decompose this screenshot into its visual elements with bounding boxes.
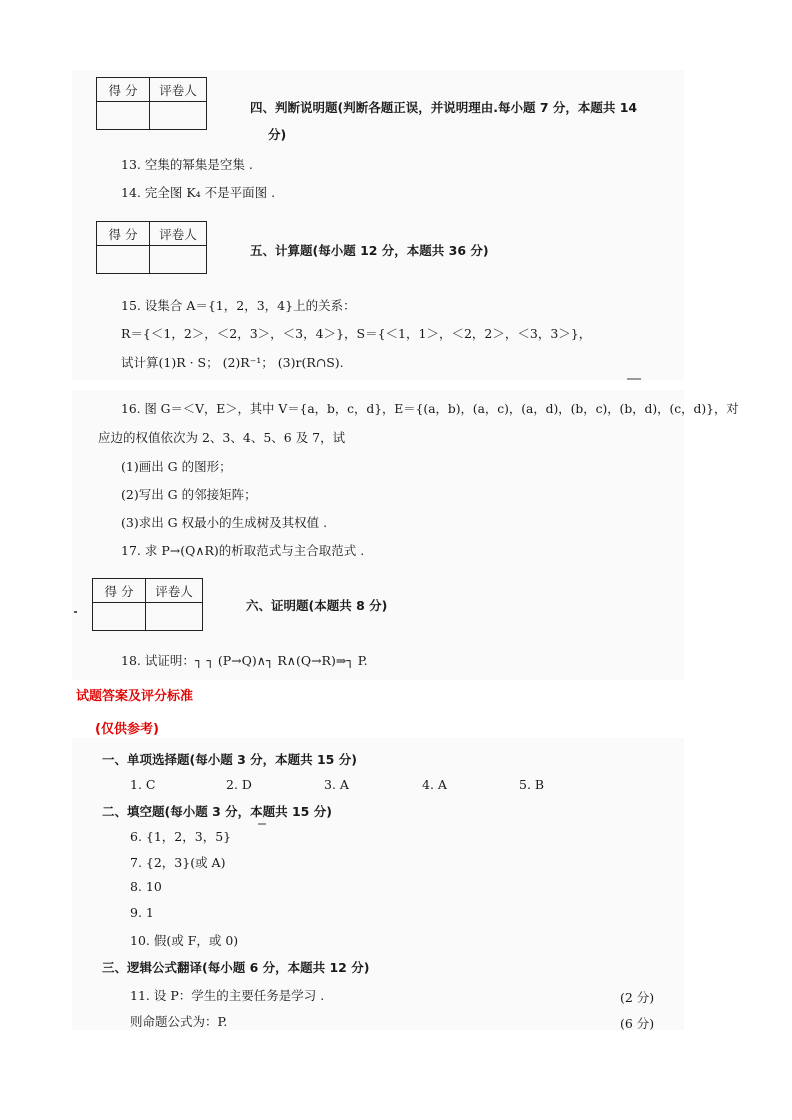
- answer-11-score1: (2 分): [620, 990, 655, 1005]
- answer-item: 3. A: [324, 777, 349, 792]
- grader-input-cell: [150, 102, 207, 130]
- grader-header-cell: 评卷人: [150, 222, 207, 246]
- score-header-cell: 得 分: [93, 579, 146, 603]
- score-header-cell: 得 分: [97, 78, 150, 102]
- question-13: 13. 空集的幂集是空集 .: [121, 157, 253, 172]
- answers-heading: 试题答案及评分标准: [76, 689, 194, 704]
- question-15-line1: 15. 设集合 A＝{1，2，3，4}上的关系：: [121, 298, 356, 313]
- answer-11-line1: 11. 设 P：学生的主要任务是学习 .: [130, 988, 325, 1003]
- answer-item: 9. 1: [130, 905, 154, 920]
- answer-item: 4. A: [422, 777, 447, 792]
- question-16-line1: 16. 图 G＝＜V，E＞，其中 V＝{a，b，c，d}，E＝{(a，b)，(a，c)，(a，d)，(b，c)，(b，d)，(c，d)}，对: [121, 402, 739, 416]
- grader-input-cell: [146, 603, 203, 631]
- scan-mark: [627, 378, 641, 380]
- question-14: 14. 完全图 K₄ 不是平面图 .: [121, 185, 276, 200]
- answer-item: 10. 假(或 F，或 0): [130, 933, 239, 948]
- answer-item: 8. 10: [130, 879, 162, 894]
- question-15-line2: R＝{＜1，2＞，＜2，3＞，＜3，4＞}，S＝{＜1，1＞，＜2，2＞，＜3，3＞}，: [121, 326, 592, 341]
- question-17: 17. 求 P→(Q∧R)的析取范式与主合取范式 .: [121, 543, 365, 558]
- answers-part3-title: 三、逻辑公式翻译(每小题 6 分，本题共 12 分): [102, 960, 370, 975]
- answer-item: 7. {2，3}(或 A): [130, 855, 226, 870]
- grader-header-cell: 评卷人: [146, 579, 203, 603]
- section5-title: 五、计算题(每小题 12 分，本题共 36 分): [250, 243, 489, 258]
- answer-item: 6. {1，2，3，5}: [130, 829, 232, 844]
- grader-header-cell: 评卷人: [150, 78, 207, 102]
- score-header-cell: 得 分: [97, 222, 150, 246]
- score-table-section4: [96, 77, 207, 130]
- answers-note: (仅供参考): [95, 722, 159, 737]
- question-16-line2: 应边的权值依次为 2、3、4、5、6 及 7，试: [98, 430, 346, 445]
- scan-mark: [258, 823, 266, 825]
- answer-11-score2: (6 分): [620, 1016, 655, 1031]
- question-18: 18. 试证明：┐ ┐ (P→Q)∧┐ R∧(Q→R)⇒┐ P.: [121, 653, 368, 668]
- answer-item: 1. C: [130, 777, 156, 792]
- question-16-sub1: (1)画出 G 的图形；: [121, 459, 232, 474]
- answer-item: 5. B: [519, 777, 545, 792]
- section4-title-line2: 分): [268, 127, 287, 142]
- question-16-sub3: (3)求出 G 权最小的生成树及其权值 .: [121, 515, 328, 530]
- section6-title: 六、证明题(本题共 8 分): [246, 598, 388, 613]
- scan-speck: [74, 611, 77, 613]
- answers-part1-title: 一、单项选择题(每小题 3 分，本题共 15 分): [102, 752, 357, 767]
- score-table-section5: [96, 221, 207, 274]
- answers-part2-title: 二、填空题(每小题 3 分，本题共 15 分): [102, 804, 332, 819]
- answer-11-line2: 则命题公式为：P.: [130, 1014, 228, 1029]
- score-input-cell: [97, 246, 150, 274]
- question-15-line3: 试计算(1)R · S； (2)R⁻¹； (3)r(R∩S).: [121, 355, 344, 370]
- grader-input-cell: [150, 246, 207, 274]
- score-table-section6: [92, 578, 203, 631]
- section4-title-line1: 四、判断说明题(判断各题正误，并说明理由.每小题 7 分，本题共 14: [250, 100, 638, 115]
- score-input-cell: [93, 603, 146, 631]
- score-input-cell: [97, 102, 150, 130]
- question-16-sub2: (2)写出 G 的邻接矩阵；: [121, 487, 257, 502]
- answer-item: 2. D: [226, 777, 252, 792]
